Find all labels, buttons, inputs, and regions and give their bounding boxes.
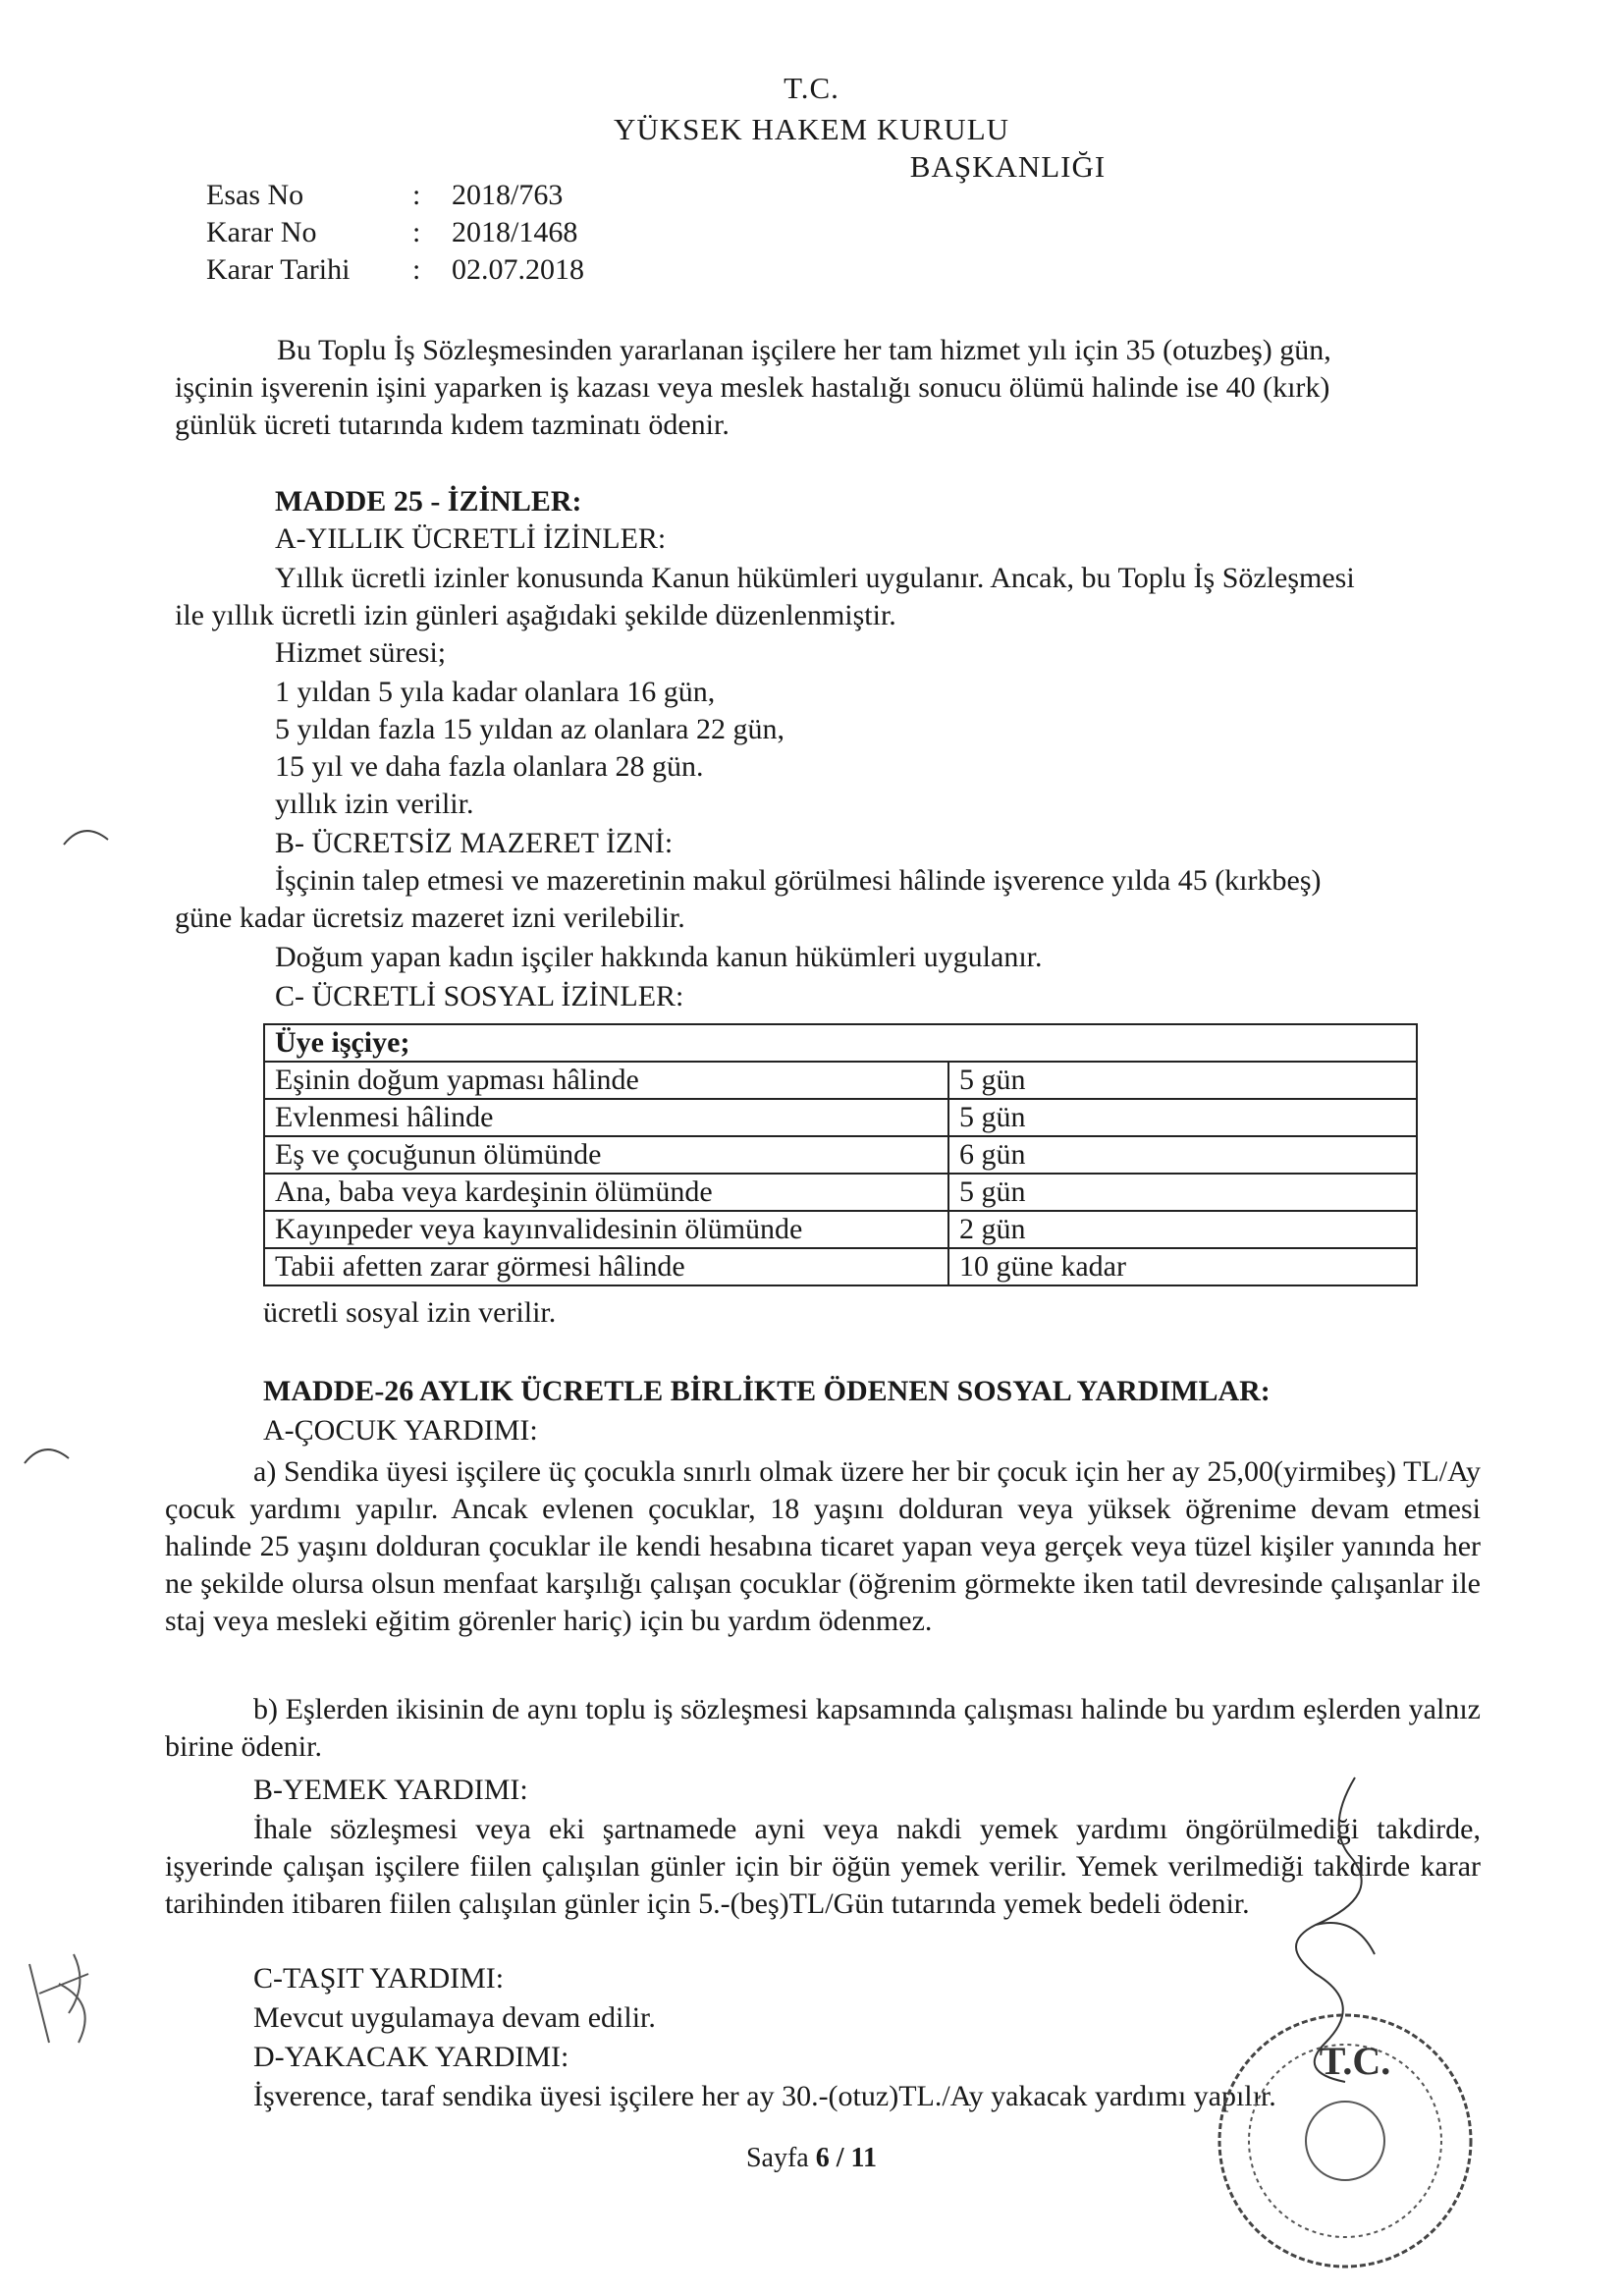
table-cell-case: Kayınpeder veya kayınvalidesinin ölümünde: [264, 1211, 948, 1248]
table-row: [264, 1174, 1417, 1211]
footer-sep: /: [829, 2143, 851, 2173]
table-cell-case: Tabii afetten zarar görmesi hâlinde: [264, 1248, 948, 1285]
meta-karar-tarihi: [206, 253, 584, 287]
initials-signature-icon: [20, 1944, 108, 2052]
table-cell-days: 2 gün: [948, 1211, 1417, 1248]
madde25-a-line: yıllık izin verilir.: [275, 788, 474, 820]
meta-value: 02.07.2018: [452, 253, 584, 286]
table-row: [264, 1136, 1417, 1174]
table-header-cell: Üye işçiye;: [264, 1024, 1417, 1062]
meta-sep: :: [412, 216, 421, 248]
madde26-a-paragraph1: a) Sendika üyesi işçilere üç çocukla sınırlı olmak üzere her bir çocuk için her ay 25,00(yirmibeş) TL/Ay çocuk yardımı yapılır. Ancak evlenen çocuklar, 18 yaşını dolduran veya yüksek öğrenime devam etmesi halinde 25 yaşını dolduran çocuklar ile kendi hesabına ticaret yapan veya gerçek veya tüzel kişiler yanında her ne şekilde olursa olsun menfaat karşılığı çalışan çocuklar (öğrenim görmekte iken tatil devresinde çalışanlar ile staj veya mesleki eğitim görenler hariç) için bu yardım ödenmez.: [165, 1455, 1481, 1637]
margin-mark-icon: [59, 815, 118, 854]
meta-value: 2018/763: [452, 179, 564, 211]
madde25-b-line: güne kadar ücretsiz mazeret izni verilebilir.: [175, 902, 685, 934]
madde26-b-title: B-YEMEK YARDIMI:: [253, 1774, 528, 1806]
header-department: BAŞKANLIĞI: [909, 149, 1107, 184]
table-cell-days: 5 gün: [948, 1099, 1417, 1136]
madde25-a-line: 1 yıldan 5 yıla kadar olanlara 16 gün,: [275, 676, 716, 708]
table-cell-case: Eşinin doğum yapması hâlinde: [264, 1062, 948, 1099]
madde26-c-line: Mevcut uygulamaya devam edilir.: [253, 2001, 656, 2034]
madde26-d-line: İşverence, taraf sendika üyesi işçilere her ay 30.-(otuz)TL./Ay yakacak yardımı yapılır.: [253, 2080, 1276, 2112]
madde26-title: MADDE-26 AYLIK ÜCRETLE BİRLİKTE ÖDENEN SOSYAL YARDIMLAR:: [263, 1375, 1271, 1407]
meta-sep: :: [412, 253, 421, 286]
table-cell-days: 10 güne kadar: [948, 1248, 1417, 1285]
meta-label: Karar Tarihi: [206, 253, 351, 286]
official-stamp-icon: [1208, 2003, 1483, 2278]
table-row: [264, 1099, 1417, 1136]
meta-karar-no: [206, 216, 577, 249]
table-row: [264, 1248, 1417, 1285]
meta-value: 2018/1468: [452, 216, 578, 248]
header-tc: T.C.: [784, 71, 839, 105]
madde25-b-line: İşçinin talep etmesi ve mazeretinin makul görülmesi hâlinde işverence yılda 45 (kırkbeş): [275, 864, 1322, 897]
meta-sep: :: [412, 179, 421, 211]
madde25-a-line: Yıllık ücretli izinler konusunda Kanun hükümleri uygulanır. Ancak, bu Toplu İş Sözleşmesi: [275, 562, 1355, 594]
madde26-a-paragraph2: b) Eşlerden ikisinin de aynı toplu iş sözleşmesi kapsamında çalışması halinde bu yardım eşlerden yalnız birine ödenir.: [165, 1693, 1481, 1763]
madde25-b-line: Doğum yapan kadın işçiler hakkında kanun hükümleri uygulanır.: [275, 941, 1043, 973]
table-cell-case: Ana, baba veya kardeşinin ölümünde: [264, 1174, 948, 1211]
social-leave-table: [263, 1023, 1418, 1286]
madde25-a-line: Hizmet süresi;: [275, 636, 447, 669]
madde25-b-title: B- ÜCRETSİZ MAZERET İZNİ:: [275, 827, 674, 859]
madde26-a-title: A-ÇOCUK YARDIMI:: [263, 1414, 538, 1447]
madde25-a-line: ile yıllık ücretli izin günleri aşağıdaki şekilde düzenlenmiştir.: [175, 599, 896, 631]
madde25-c-title: C- ÜCRETLİ SOSYAL İZİNLER:: [275, 980, 684, 1012]
footer-current-page: 6: [815, 2143, 830, 2173]
table-row: [264, 1211, 1417, 1248]
madde25-a-title: A-YILLIK ÜCRETLİ İZİNLER:: [275, 522, 667, 555]
table-row: [264, 1062, 1417, 1099]
madde25-a-line: 15 yıl ve daha fazla olanlara 28 gün.: [275, 750, 704, 783]
meta-esas-no: [206, 179, 563, 212]
intro-line: işçinin işverenin işini yaparken iş kazası veya meslek hastalığı sonucu ölümü halinde ise 40 (kırk): [175, 371, 1330, 404]
madde25-c-after: ücretli sosyal izin verilir.: [263, 1296, 557, 1329]
margin-mark-icon: [20, 1434, 79, 1473]
table-cell-case: Evlenmesi hâlinde: [264, 1099, 948, 1136]
stamp-text: T.C.: [1319, 2039, 1391, 2083]
intro-line: Bu Toplu İş Sözleşmesinden yararlanan işçilere her tam hizmet yılı için 35 (otuzbeş) gün,: [277, 334, 1331, 366]
header-institution: YÜKSEK HAKEM KURULU: [613, 112, 1010, 146]
meta-label: Karar No: [206, 216, 317, 248]
madde26-c-title: C-TAŞIT YARDIMI:: [253, 1962, 505, 1995]
madde26-d-title: D-YAKACAK YARDIMI:: [253, 2041, 569, 2073]
table-cell-case: Eş ve çocuğunun ölümünde: [264, 1136, 948, 1174]
intro-line: günlük ücreti tutarında kıdem tazminatı ödenir.: [175, 409, 730, 441]
table-cell-days: 5 gün: [948, 1174, 1417, 1211]
madde25-a-line: 5 yıldan fazla 15 yıldan az olanlara 22 gün,: [275, 713, 784, 745]
footer-prefix: Sayfa: [745, 2143, 816, 2173]
table-cell-days: 6 gün: [948, 1136, 1417, 1174]
meta-label: Esas No: [206, 179, 304, 211]
footer-total-pages: 11: [850, 2143, 877, 2173]
table-header-row: [264, 1024, 1417, 1062]
madde25-title: MADDE 25 - İZİNLER:: [275, 485, 582, 518]
madde26-b-paragraph: İhale sözleşmesi veya eki şartnamede ayni veya nakdi yemek yardımı öngörülmediği takdirde, işyerinde çalışan işçilere fiilen çalışılan günler için bir öğün yemek verilir. Yemek verilmediği takdirde karar tarihinden itibaren fiilen çalışılan günler için 5.-(beş)TL/Gün tutarında yemek bedeli ödenir.: [165, 1813, 1481, 1920]
table-cell-days: 5 gün: [948, 1062, 1417, 1099]
